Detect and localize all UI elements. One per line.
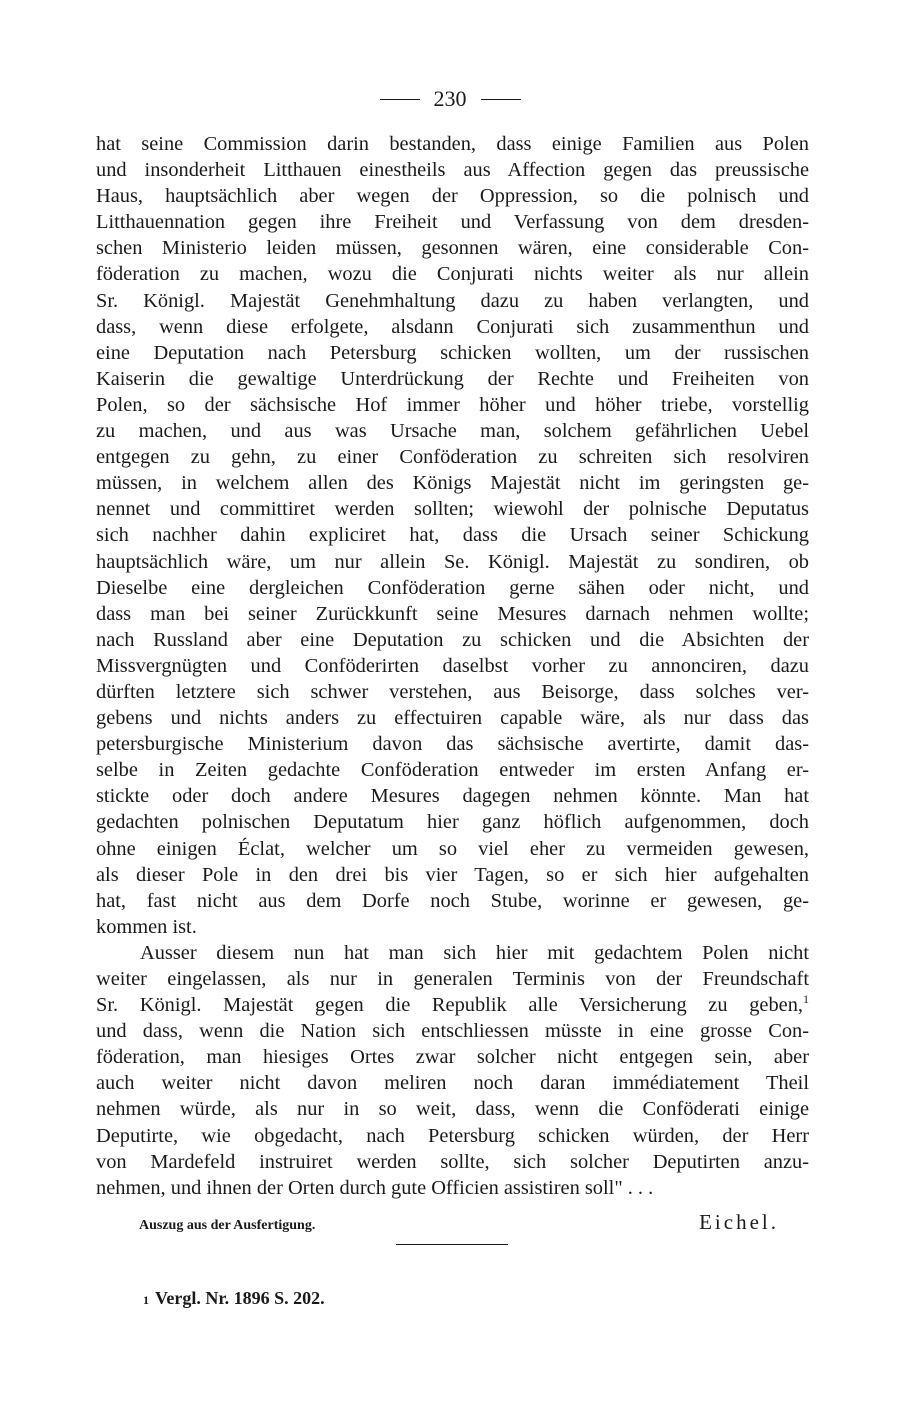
text-line: als dieser Pole in den drei bis vier Tagen, so er sich hier aufgehalten <box>96 863 809 886</box>
page-header <box>0 86 900 112</box>
text-line: hauptsächlich wäre, um nur allein Se. Königl. Majestät zu sondiren, ob <box>96 550 809 573</box>
footnote-number: 1 <box>143 1293 149 1307</box>
header-rule-left <box>380 99 420 100</box>
text-line: schen Ministerio leiden müssen, gesonnen wären, eine considerable Con- <box>96 237 809 260</box>
text-line: dürften letztere sich schwer verstehen, aus Beisorge, dass solches ver- <box>96 680 809 703</box>
text-line: nennet und committiret werden sollten; wiewohl der polnische Deputatus <box>96 498 809 521</box>
text-line: Dieselbe eine dergleichen Conföderation gerne sähen oder nicht, und <box>96 576 809 599</box>
text-line-with-footnote <box>96 992 809 1018</box>
text-line: föderation zu machen, wozu die Conjurati nichts weiter als nur allein <box>96 263 809 286</box>
text-line: Missvergnügten und Conföderirten daselbst vorher zu annonciren, dazu <box>96 654 809 677</box>
text-line: weiter eingelassen, als nur in generalen Terminis von der Freundschaft <box>96 968 809 990</box>
footnote-separator <box>396 1244 508 1245</box>
text-line: sich nachher dahin expliciret hat, dass die Ursach seiner Schickung <box>96 524 809 547</box>
text-line: gedachten polnischen Deputatum hier ganz höflich aufgenommen, doch <box>96 811 809 834</box>
text-line: gebens und nichts anders zu effectuiren capable wäre, als nur dass das <box>96 707 809 730</box>
closing <box>139 1210 779 1235</box>
body-text <box>96 131 809 1201</box>
text-line: müssen, in welchem allen des Königs Majestät nicht im geringsten ge- <box>96 472 809 495</box>
text-line: Polen, so der sächsische Hof immer höher und höher triebe, vorstellig <box>96 393 809 416</box>
text-line: hat seine Commission darin bestanden, dass einige Familien aus Polen <box>96 133 809 155</box>
text-line: hat, fast nicht aus dem Dorfe noch Stube, worinne er gewesen, ge- <box>96 889 809 912</box>
text-line: nach Russland aber eine Deputation zu schicken und die Absichten der <box>96 628 809 651</box>
footnote-text: Vergl. Nr. 1896 S. 202. <box>155 1288 325 1308</box>
text-line: föderation, man hiesiges Ortes zwar solcher nicht entgegen sein, aber <box>96 1046 809 1069</box>
text-line: und dass, wenn die Nation sich entschliessen müsste in eine grosse Con- <box>96 1020 809 1043</box>
text-line-content: Sr. Königl. Majestät gegen die Republik alle Versicherung zu geben, <box>96 994 803 1017</box>
footnote-reference: 1 <box>803 992 809 1007</box>
text-line: nehmen, und ihnen der Orten durch gute Officien assistiren soll" . . . <box>96 1176 654 1199</box>
text-line: petersburgische Ministerium davon das sächsische avertirte, damit das- <box>96 733 809 756</box>
text-line: stickte oder doch andere Mesures dagegen nehmen könnte. Man hat <box>96 785 809 808</box>
text-line: eine Deputation nach Petersburg schicken wollten, um der russischen <box>96 341 809 364</box>
text-line: Kaiserin die gewaltige Unterdrückung der Rechte und Freiheiten von <box>96 367 809 390</box>
source-note: Auszug aus der Ausfertigung. <box>139 1218 316 1233</box>
text-line: Sr. Königl. Majestät Genehmhaltung dazu zu haben verlangten, und <box>96 289 809 312</box>
text-line: auch weiter nicht davon meliren noch daran immédiatement Theil <box>96 1072 809 1095</box>
text-line: dass, wenn diese erfolgete, alsdann Conjurati sich zusammenthun und <box>96 315 809 338</box>
text-line: Haus, hauptsächlich aber wegen der Oppression, so die polnisch und <box>96 185 809 208</box>
text-line: Ausser diesem nun hat man sich hier mit gedachtem Polen nicht <box>140 941 809 964</box>
text-line: ohne einigen Éclat, welcher um so viel eher zu vermeiden gewesen, <box>96 837 809 860</box>
header-rule-right <box>481 99 521 100</box>
page-number: 230 <box>433 86 467 111</box>
text-line: selbe in Zeiten gedachte Conföderation entweder im ersten Anfang er- <box>96 759 809 782</box>
text-line: entgegen zu gehn, zu einer Conföderation zu schreiten sich resolviren <box>96 446 809 469</box>
signature: Eichel. <box>699 1210 779 1234</box>
footnote <box>143 1288 325 1309</box>
paragraph-2 <box>96 940 809 1201</box>
text-line: und insonderheit Litthauen einestheils aus Affection gegen das preussische <box>96 159 809 182</box>
text-line: Litthauennation gegen ihre Freiheit und Verfassung von dem dresden- <box>96 211 809 234</box>
text-line: nehmen würde, als nur in so weit, dass, wenn die Conföderati einige <box>96 1098 809 1121</box>
text-line: zu machen, und aus was Ursache man, solchem gefährlichen Uebel <box>96 420 809 443</box>
paragraph-1 <box>96 131 809 940</box>
text-line: von Mardefeld instruiret werden sollte, sich solcher Deputirten anzu- <box>96 1150 809 1173</box>
text-line: kommen ist. <box>96 915 197 938</box>
text-line: Deputirte, wie obgedacht, nach Petersburg schicken würden, der Herr <box>96 1124 809 1147</box>
text-line: dass man bei seiner Zurückkunft seine Mesures darnach nehmen wollte; <box>96 602 809 625</box>
